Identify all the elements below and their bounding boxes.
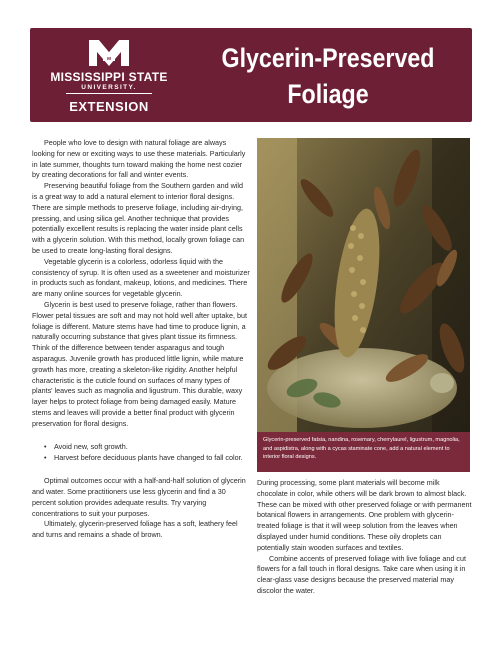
body-paragraph: During processing, some plant materials will become milk chocolate in color, while others will be dark brown to almost black. These can be mixed with other preserved foliage or with permanent botanical flowers in arrangements. One problem with glycerin-treated foliage is that it will weep solution from the leaves when displayed under humid conditions. These oily droplets can potentially stain wooden surfaces and textiles. bbox=[257, 478, 472, 552]
body-paragraph: Optimal outcomes occur with a half-and-half solution of glycerin and water. Some practitioners use less glycerin and find a 30 percent solution provides adequate results. Try varying concentrations to suit your purposes. bbox=[32, 476, 246, 518]
body-paragraph: Preserving beautiful foliage from the Southern garden and wild is a great way to add a natural element to interior floral designs. There are simple methods to preserve foliage, including air-drying, pressing, and using silica gel. Another technique that provides potentially excellent results is replacing the water inside plant cells with a glycerin solution. With this method, locally grown foliage can be used to create long-lasting floral designs. bbox=[32, 181, 245, 255]
org-unit: EXTENSION bbox=[69, 99, 149, 114]
svg-text:M: M bbox=[107, 56, 111, 61]
page-title bbox=[208, 40, 449, 112]
m-shield-icon bbox=[85, 38, 133, 68]
left-column bbox=[32, 138, 250, 541]
foliage-photo bbox=[257, 138, 470, 472]
header-banner bbox=[30, 28, 472, 122]
body-paragraph: Combine accents of preserved foliage with live foliage and cut flowers for a fall touch in floral designs. Take care when using it in clear-glass vase designs because the preserved material may discolor the water. bbox=[257, 553, 466, 595]
body-paragraph: Ultimately, glycerin-preserved foliage has a soft, leathery feel and turns and remains a shade of brown. bbox=[32, 519, 238, 540]
title-line-2: Foliage bbox=[287, 79, 369, 109]
tips-list bbox=[44, 442, 250, 465]
msu-extension-logo bbox=[40, 36, 178, 118]
list-item: • Avoid new, soft growth. bbox=[44, 442, 250, 453]
body-paragraph: Glycerin is best used to preserve foliage, rather than flowers. Flower petal tissues are soft and may not hold well after uptake, but foliage is different. Mature stems have had time to produce lignin, a naturally occurring substance that gives plant tissue its firmness. Think of the difference between tender asparagus and tough asparagus. Juvenile growth has produced little lignin, while mature growth has more, creating a skeleton-like rigidity. Another helpful characteristic is the cuticle found on surfaces of many types of plants' leaves such as magnolia and ligustrum. This durable, waxy layer helps to protect foliage from being damaged easily. Mature stems and leaves will provide a better final product with glycerin preservation for floral designs. bbox=[32, 299, 247, 428]
title-line-1: Glycerin-Preserved bbox=[221, 43, 435, 73]
list-item: • Harvest before deciduous plants have changed to fall color. bbox=[44, 453, 250, 464]
body-paragraph: Vegetable glycerin is a colorless, odorless liquid with the consistency of syrup. It is often used as a sweetener and moisturizer in products such as fondant, makeup, lotions, and medicines. There are many online sources for vegetable glycerin. bbox=[32, 256, 250, 299]
logo-divider bbox=[66, 93, 152, 94]
preserved-foliage-image bbox=[257, 138, 470, 432]
photo-caption: Glycerin-preserved fatsia, nandina, rosemary, cherrylaurel, ligustrum, magnolia, and aspidistra, along with a cycas staminate cone, add a natural element to interior floral designs. bbox=[257, 432, 470, 472]
right-column bbox=[257, 478, 472, 597]
body-paragraph: People who love to design with natural foliage are always looking for new or exciting ways to use these materials. Particularly in late summer, thoughts turn toward making the home nest cozier by creating decorations for fall and winter events. bbox=[32, 138, 246, 180]
org-name: MISSISSIPPI STATE bbox=[50, 70, 168, 84]
org-subtitle: UNIVERSITY. bbox=[81, 84, 137, 91]
